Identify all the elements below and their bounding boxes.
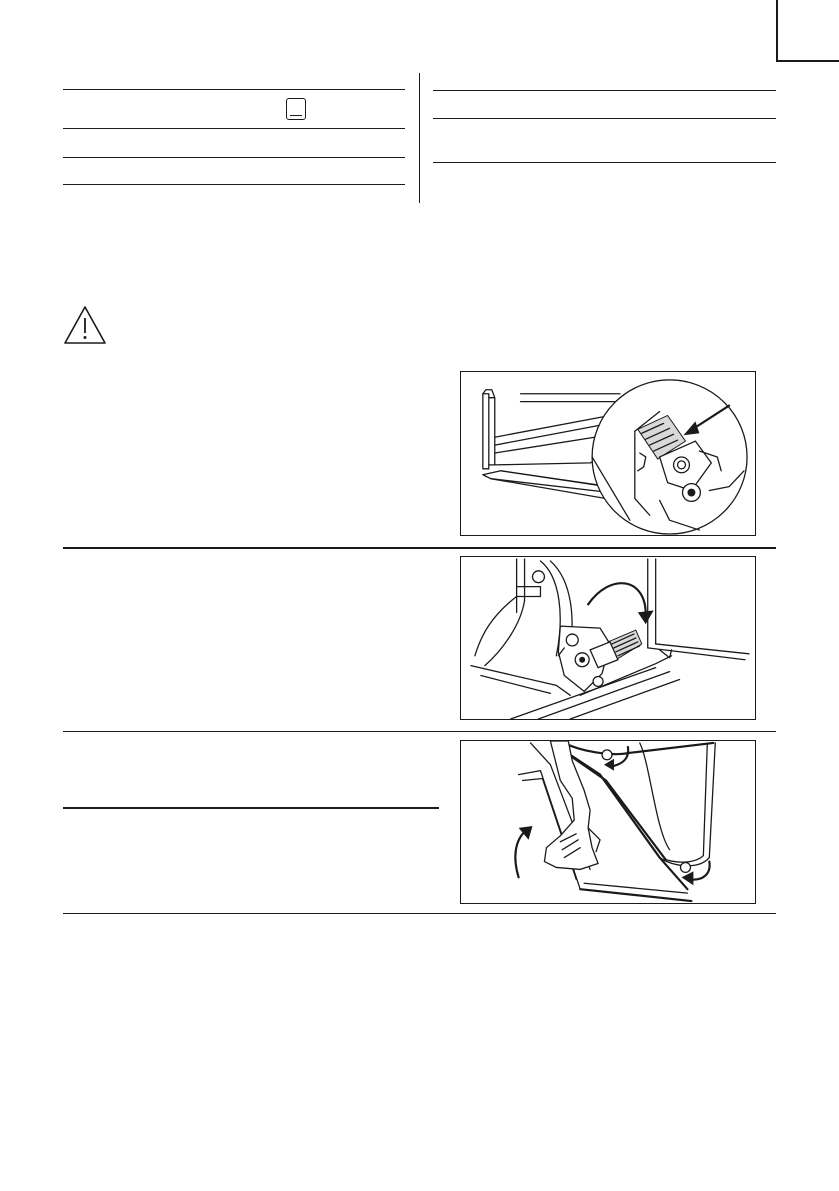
table-rule [63,184,405,185]
figure-door-lift [460,740,756,904]
table-rule [63,89,405,90]
table-rule [433,162,776,163]
figure-hinge-rotate [460,556,756,720]
table-rule [63,157,405,158]
warning-triangle-icon [63,305,107,345]
table-rule [433,118,776,119]
section-rule [63,731,776,732]
section-rule [63,547,776,549]
section-rule [63,913,776,914]
table-rule [63,128,405,129]
page-corner-tab [776,0,839,62]
figure-hinge-lever [460,371,756,536]
oven-function-symbol-icon [286,98,306,120]
column-divider [419,73,420,203]
section-rule [63,807,439,809]
table-rule [433,90,776,91]
